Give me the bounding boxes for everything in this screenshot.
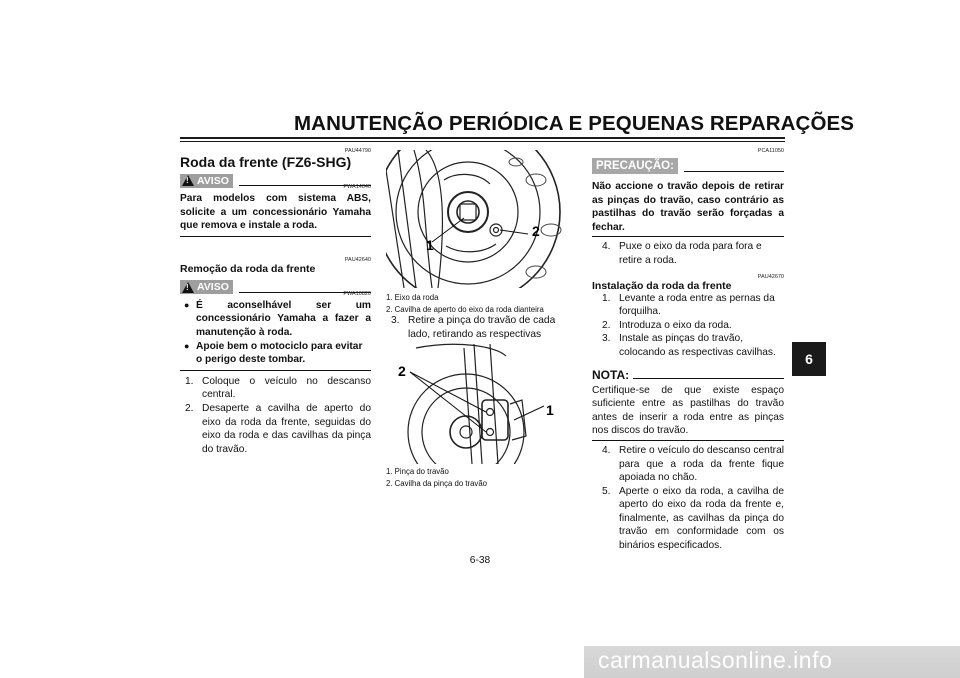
warning-triangle-icon: ! [182,282,194,293]
page-title: MANUTENÇÃO PERIÓDICA E PEQUENAS REPARAÇÕES [294,112,855,135]
figure-caliper [386,340,576,464]
chapter-tab: 6 [792,342,826,376]
figure-label: 1 [546,402,554,418]
figure-label: 2 [398,363,406,379]
column-1 [180,148,371,456]
list-item: 5. Aperte o eixo da roda, a cavilha de aperto do eixo da roda da frente e, finalmente, as cavilhas da pinça do travão em conformidade com os binários especificados. [602,485,784,552]
column-3 [592,148,784,553]
list-item: 4. Puxe o eixo da roda para fora e retire a roda. [602,241,762,266]
list-item: 1. Coloque o veículo no descanso central. [185,375,371,401]
aviso-badge: ! AVISO [180,280,233,294]
figure-label: 2 [532,223,540,239]
steps-list [592,240,784,267]
ref-code: PAU42640 [344,256,371,263]
ref-code: PAU42670 [757,273,784,280]
subheading: Remoção da roda da frente [180,262,316,275]
figure-caption: 1. Eixo da roda 2. Cavilha de aperto do eixo da roda dianteira [386,293,544,314]
figure-caption: 1. Pinça do travão 2. Cavilha da pinça do travão [386,467,487,488]
figure-axle [386,150,576,288]
aviso-badge: ! AVISO [180,174,233,188]
subheading: Instalação da roda da frente [592,279,732,292]
header-rule-thin [180,141,785,142]
list-item: 3. Instale as pinças do travão, colocando as respectivas cavilhas. [602,333,776,358]
steps-list [592,444,784,553]
list-item: 3. Retire a pinça do travão de cada lado, retirando as respectivas [391,315,556,340]
watermark-text: carmanualsonline.info [598,647,833,673]
warning-triangle-icon: ! [182,175,194,186]
list-item: 4. Retire o veículo do descanso central para que a roda da frente fique apoiada no chão. [602,444,784,484]
steps-list [180,375,371,457]
divider [592,236,784,237]
list-item: 2. Introduza o eixo da roda. [602,319,732,331]
divider [592,440,784,441]
steps-list [592,292,784,360]
note-header: NOTA: [592,368,784,382]
warning-header [180,280,371,295]
ref-code: PCA11050 [757,148,784,154]
bullet-icon: ● [184,299,190,310]
ref-code: PAU44790 [344,148,371,154]
ref-code: PWA14840 [343,184,371,190]
warning-header [180,173,371,188]
section-heading: Roda da frente (FZ6-SHG) [180,154,352,170]
bullet-icon: ● [184,340,190,351]
caution-text: Não accione o travão depois de retirar as pinças do travão, caso contrário as pastilhas do travão serão forçadas a fechar. [592,181,784,233]
list-item: 2. Desaperte a cavilha de aperto do eixo da roda da frente, seguidas do eixo da roda e das cavilhas da pinça do travão. [185,402,371,455]
figure-label: 1 [426,237,434,253]
note-text: Certifique-se de que existe espaço suficiente entre as pastilhas do travão antes de inserir a roda entre as pinças nos discos do travão. [592,384,784,437]
header-rule [180,137,785,139]
brake-caliper-illustration [386,340,576,464]
page-number: 6-38 [469,555,491,566]
ref-code: PWA10820 [343,290,371,297]
list-item: 1. Levante a roda entre as pernas da forquilha. [602,292,775,318]
divider [180,370,371,371]
warning-bullet: ● Apoie bem o motociclo para evitar o perigo deste tombar. [184,340,363,366]
caution-header [592,158,784,174]
warning-bullet: ● É aconselhável ser um concessionário Yamaha a fazer a manutenção à roda. [184,299,371,338]
divider [180,236,371,237]
warning-text: Para modelos com sistema ABS, solicite a um concessionário Yamaha que remova e instale a roda. [180,193,371,232]
caution-badge: PRECAUÇÃO: [592,158,678,174]
wheel-axle-illustration [386,150,576,288]
